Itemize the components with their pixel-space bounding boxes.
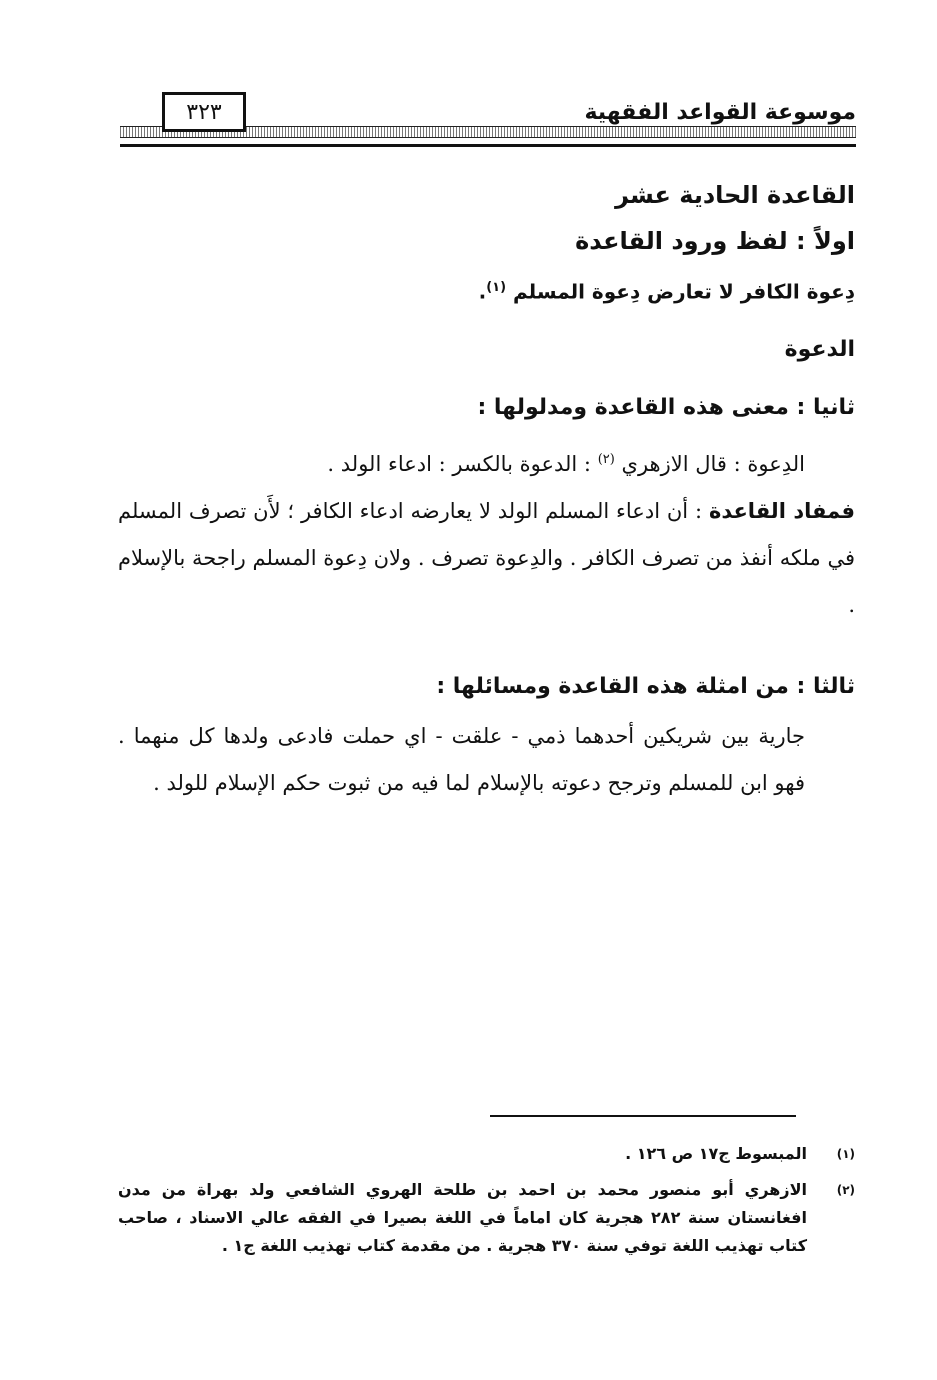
rule-statement <box>118 266 855 314</box>
footnote-number: (٢) <box>836 1183 855 1197</box>
page-content <box>118 172 855 807</box>
keyword-heading: الدعوة <box>784 336 855 362</box>
footnote <box>118 1176 855 1260</box>
footnote <box>118 1140 855 1168</box>
meaning-paragraph <box>118 488 855 629</box>
footnote-text: المبسوط ج١٧ ص ١٢٦ . <box>625 1144 807 1163</box>
header-rule <box>120 144 856 147</box>
page-header <box>120 92 856 154</box>
page-number: ٣٢٣ <box>162 92 246 132</box>
footnote-ref-1: (١) <box>486 280 507 295</box>
footnote-ref-2: (٢) <box>597 451 615 467</box>
meaning-text: : أن ادعاء المسلم الولد لا يعارضه ادعاء الكافر ؛ لأَن تصرف المسلم في ملكه أنفذ من تصرف الكافر . والدِعوة تصرف . ولان دِعوة المسلم راجحة بالإسلام . <box>118 498 855 617</box>
definition-paragraph <box>118 436 855 488</box>
section-heading-second: ثانيا : معنى هذه القاعدة ومدلولها : <box>477 394 855 420</box>
footnote-separator <box>490 1115 796 1117</box>
definition-end: : الدعوة بالكسر : ادعاء الولد . <box>327 451 591 476</box>
meaning-label: فمفاد القاعدة <box>708 498 855 523</box>
book-title: موسوعة القواعد الفقهية <box>584 100 856 125</box>
section-heading-third: ثالثا : من امثلة هذه القاعدة ومسائلها : <box>436 673 855 699</box>
footnote-number: (١) <box>836 1147 855 1161</box>
section-heading-first: اولاً : لفظ ورود القاعدة <box>575 227 855 255</box>
footnote-text: الازهري أبو منصور محمد بن احمد بن طلحة الهروي الشافعي ولد بهراة من مدن افغانستان سنة ٢٨٢ هجرية كان اماماً في اللغة بصيرا في الفقه عالي الاسناد ، صاحب كتاب تهذيب اللغة توفي سنة ٣٧٠ هجرية . من مقدمة كتاب تهذيب اللغة ج١ . <box>118 1180 808 1255</box>
definition-start: الدِعوة : قال الازهري <box>621 451 805 476</box>
footnotes <box>118 1140 855 1260</box>
rule-heading: القاعدة الحادية عشر <box>615 181 855 209</box>
example-paragraph: جارية بين شريكين أحدهما ذمي - علقت - اي حملت فادعى ولدها كل منهما . فهو ابن للمسلم وترجح دعوته بالإسلام لما فيه من ثبوت حكم الإسلام للولد . <box>118 723 805 795</box>
rule-end: . <box>478 279 487 304</box>
rule-text: دِعوة الكافر لا تعارض دِعوة المسلم <box>513 279 855 304</box>
